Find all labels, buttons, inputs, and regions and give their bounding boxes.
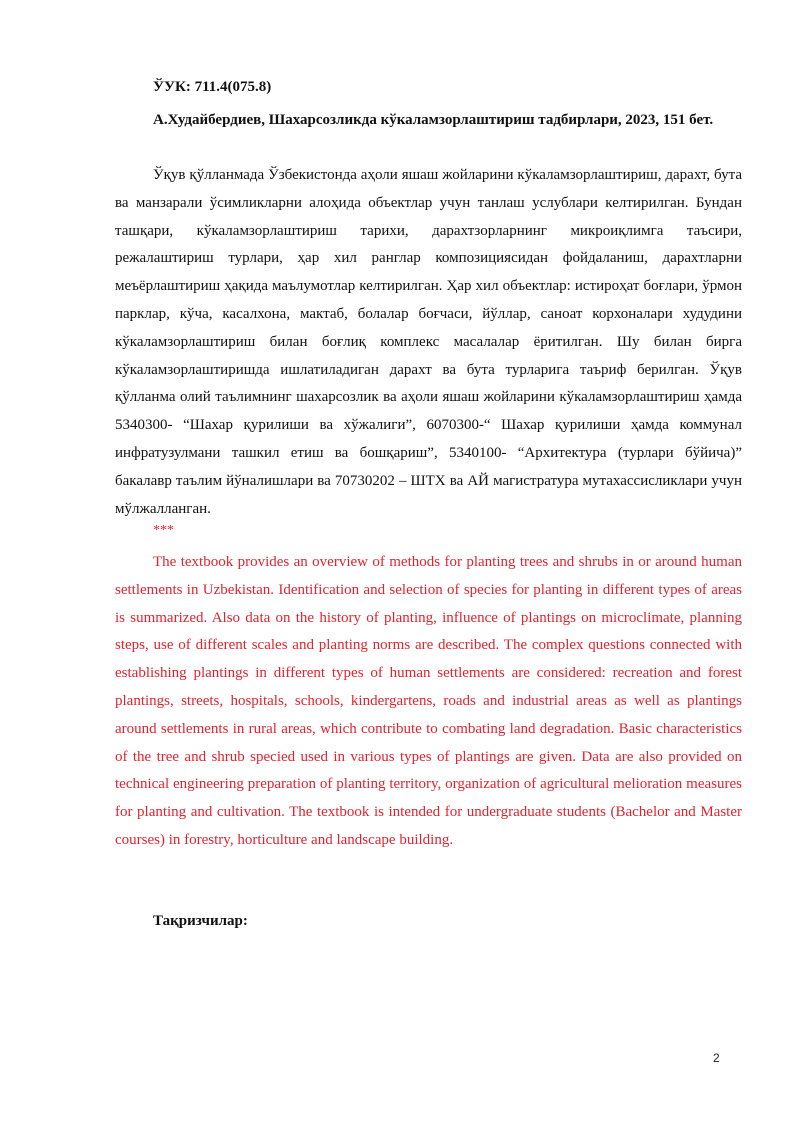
udk-code: ЎУК: 711.4(075.8) [153, 79, 272, 95]
section-separator: *** [153, 523, 174, 538]
page-number: 2 [713, 1051, 720, 1065]
reviewers-heading: Тақризчилар: [153, 913, 248, 929]
abstract-english: The textbook provides an overview of methods for planting trees and shrubs in or around human settlements in Uzbekistan. Identification and selection of species for planting in different types of areas is summarized. Also data on the history of planting, influence of plantings on microclimate, planning steps, use of different scales and planting norms are described. The complex questions connected with establishing plantings in different types of human settlements are considered: recreation and forest plantings, streets, hospitals, schools, kindergartens, roads and industrial areas as well as plantings around settlements in rural areas, which contribute to combating land degradation. Basic characteristics of the tree and shrub specied used in various types of plantings are given. Data are also provided on technical engineering preparation of planting territory, organization of agricultural melioration measures for planting and cultivation. The textbook is intended for undergraduate students (Bachelor and Master courses) in forestry, horticulture and landscape building. [115, 554, 742, 848]
bibliographic-citation: А.Худайбердиев, Шахарсозликда кўкаламзорлаштириш тадбирлари, 2023, 151 бет. [153, 112, 714, 128]
abstract-uzbek: Ўқув қўлланмада Ўзбекистонда аҳоли яшаш жойларини кўкаламзорлаштириш, дарахт, бута ва манзарали ўсимликларни алоҳида объектлар учун танлаш услублари келтирилган. Бундан ташқари, кўкаламзорлаштириш тарихи, дарахтзорларнинг микроиқлимга таъсири, режалаштириш турлари, ҳар хил ранглар композициясидан фойдаланиш, дарахтларни меъёрлаштириш ҳақида маълумотлар келтирилган. Ҳар хил объектлар: истироҳат боғлари, ўрмон парклар, кўча, касалхона, мактаб, болалар боғчаси, йўллар, саноат корхоналари худудини кўкаламзорлаштириш билан боғлиқ комплекс масалалар ёритилган. Шу билан бирга кўкаламзорлаштиришда ишлатиладиган дарахт ва бута турларига таъриф берилган. Ўқув қўлланма олий таълимнинг шахарсозлик ва аҳоли яшаш жойларини кўкаламзорлаштириш ҳамда 5340300- “Шахар қурилиши ва хўжалиги”, 6070300-“ Шахар қурилиши ҳамда коммунал инфратузулмани ташкил етиш ва бошқариш”, 5340100- “Архитектура (турлари бўйича)” бакалавр таълим йўналишлари ва 70730202 – ШТХ ва АЙ магистратура мутахассисликлари учун мўлжалланган. [115, 167, 742, 517]
